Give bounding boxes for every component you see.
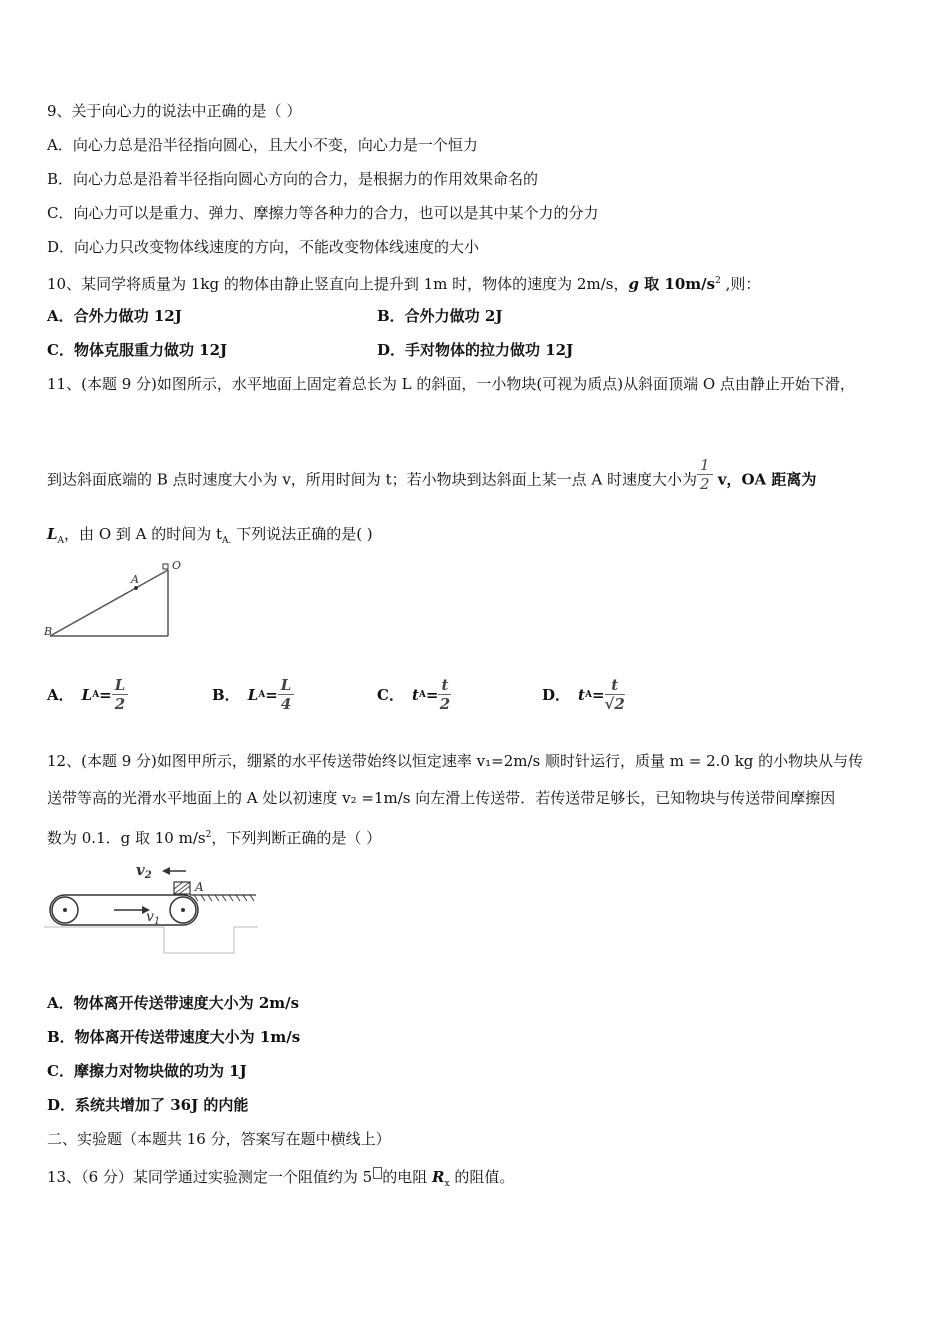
label-b: B xyxy=(44,625,53,638)
q13-b: 的电阻 xyxy=(382,1168,432,1186)
stand-outline xyxy=(44,927,258,953)
left-roller-axle xyxy=(63,908,67,912)
q11-opt-b-eq: = xyxy=(265,685,278,704)
q9-option-b: B．向心力总是沿着半径指向圆心方向的合力，是根据力的作用效果命名的 xyxy=(47,170,539,188)
q9-option-a: A．向心力总是沿半径指向圆心，且大小不变，向心力是一个恒力 xyxy=(47,136,478,154)
q11-line2 xyxy=(47,456,817,499)
q11-line2-a: 到达斜面底端的 B 点时速度大小为 v，所用时间为 t；若小物块到达斜面上某一点 A 时速度大小为 xyxy=(47,470,697,489)
block-o xyxy=(163,564,168,569)
q11-opt-b-sub: A xyxy=(258,689,266,700)
q11-option-c xyxy=(377,676,451,713)
section-2-heading: 二、实验题（本题共 16 分，答案写在题中横线上） xyxy=(47,1130,391,1148)
point-a xyxy=(134,586,138,590)
q11-opt-c-var: t xyxy=(411,685,419,704)
q11-opt-d-num: t xyxy=(605,676,625,695)
q11-opt-a-label: A． xyxy=(47,686,74,704)
q11-opt-c-sub: A xyxy=(418,689,426,700)
q11-opt-b-num: L xyxy=(278,676,295,695)
label-a: A xyxy=(131,573,139,586)
q11-opt-d-den: √2 xyxy=(604,695,625,713)
q11-opt-c-den: 2 xyxy=(439,695,451,713)
q11-opt-b-frac xyxy=(278,676,295,713)
v1-sub: 1 xyxy=(153,916,161,927)
q12-option-b: B．物体离开传送带速度大小为 1m/s xyxy=(47,1028,301,1046)
q11-opt-d-frac xyxy=(605,676,625,713)
q10-stem-a: 10、某同学将质量为 1kg 的物体由静止竖直向上提升到 1m 时，物体的速度为 2m/s， xyxy=(47,275,629,293)
block-hatch-2 xyxy=(179,886,190,894)
q10-g: g xyxy=(628,275,639,293)
q13-r-sub: x xyxy=(444,1179,450,1189)
q11-la: L xyxy=(47,525,58,543)
q11-opt-a-eq: = xyxy=(99,685,112,704)
missing-glyph-box xyxy=(373,1167,382,1179)
q13-c: 的阻值。 xyxy=(449,1168,515,1186)
incline-diagram xyxy=(40,555,200,645)
v1-label xyxy=(146,909,160,927)
q11-opt-c-num: t xyxy=(438,676,451,695)
q11-opt-b-label: B． xyxy=(212,686,240,704)
q11-opt-b-var: L xyxy=(247,685,259,704)
q9-option-c: C．向心力可以是重力、弹力、摩擦力等各种力的合力，也可以是其中某个力的分力 xyxy=(47,204,599,222)
q10-option-d: D．手对物体的拉力做功 12J xyxy=(377,341,574,359)
incline-slope xyxy=(50,570,168,636)
q13-a: 13、（6 分）某同学通过实验测定一个阻值约为 5 xyxy=(47,1168,373,1186)
q10-stem xyxy=(47,271,760,294)
q11-opt-a-den: 2 xyxy=(114,695,126,713)
q11-opt-a-frac xyxy=(112,676,129,713)
q10-sup: 2 xyxy=(715,276,721,286)
q11-line1: 11、(本题 9 分)如图所示，水平地面上固定着总长为 L 的斜面，一小物块(可视为质点)从斜面顶端 O 点由静止开始下滑， xyxy=(47,375,855,393)
q11-opt-d-var: t xyxy=(578,685,585,704)
v2-label xyxy=(136,861,152,881)
q11-line3-c: 下列说法正确的是( ) xyxy=(231,525,373,543)
q12-option-a: A．物体离开传送带速度大小为 2m/s xyxy=(47,994,300,1012)
q10-option-b: B．合外力做功 2J xyxy=(377,307,503,325)
q11-line3 xyxy=(47,524,373,551)
q11-frac-num: 1 xyxy=(697,456,713,475)
v1-var: v xyxy=(146,909,154,925)
q11-opt-d-label: D． xyxy=(542,686,571,704)
q12-line2: 送带等高的光滑水平地面上的 A 处以初速度 v₂ =1m/s 向左滑上传送带．若传送带足够长，已知物块与传送带间摩擦因 xyxy=(47,789,836,807)
q11-opt-d-sub: A xyxy=(584,689,592,700)
v2-arrow-head xyxy=(162,867,170,875)
q12-line3-b: ，下列判断正确的是（ ） xyxy=(211,829,382,847)
q11-opt-b-den: 4 xyxy=(280,695,292,713)
q11-opt-c-frac xyxy=(438,676,451,713)
right-roller-axle xyxy=(181,908,185,912)
q11-option-a xyxy=(47,676,128,713)
q11-line3-b: ，由 O 到 A 的时间为 t xyxy=(64,525,223,543)
q11-frac-den: 2 xyxy=(699,475,710,493)
q10-stem-b: 取 10m/s xyxy=(638,275,716,293)
label-o: O xyxy=(172,559,182,572)
q11-option-d xyxy=(542,676,625,713)
q11-ta-sub: A. xyxy=(222,536,232,546)
q10-option-c: C．物体克服重力做功 12J xyxy=(47,341,228,359)
ground-hatch xyxy=(194,895,254,901)
q9-stem: 9、关于向心力的说法中正确的是（ ） xyxy=(47,102,302,120)
label-a-q12: A xyxy=(195,880,204,894)
q13-stem xyxy=(47,1167,514,1194)
q11-line2-b: v，OA 距离为 xyxy=(712,470,817,489)
q12-line1: 12、(本题 9 分)如图甲所示，绷紧的水平传送带始终以恒定速率 v₁=2m/s 顺时针运行，质量 m = 2.0 kg 的小物块从与传 xyxy=(47,752,864,770)
v2-var: v xyxy=(136,861,145,879)
q13-r: R xyxy=(432,1168,445,1186)
q12-line3 xyxy=(47,825,381,848)
q12-option-d: D．系统共增加了 36J 的内能 xyxy=(47,1096,249,1114)
q11-opt-a-num: L xyxy=(112,676,129,695)
q12-line3-sup: 2 xyxy=(205,830,212,840)
q12-option-c: C．摩擦力对物块做的功为 1J xyxy=(47,1062,247,1080)
v2-sub: 2 xyxy=(144,870,152,881)
q11-fraction xyxy=(697,456,713,493)
q11-opt-c-eq: = xyxy=(425,685,439,704)
q11-opt-a-sub: A xyxy=(92,689,100,700)
q11-option-b xyxy=(212,676,294,713)
q10-stem-c: ,则： xyxy=(720,275,761,293)
q11-opt-a-var: L xyxy=(81,685,93,704)
q12-line3-a: 数为 0.1．g 取 10 m/s xyxy=(47,829,206,847)
q9-option-d: D．向心力只改变物体线速度的方向，不能改变物体线速度的大小 xyxy=(47,238,480,256)
q11-opt-c-label: C． xyxy=(377,686,404,704)
q11-la-sub: A xyxy=(57,536,65,546)
q11-opt-d-eq: = xyxy=(591,685,605,704)
q10-option-a: A．合外力做功 12J xyxy=(47,307,182,325)
conveyor-diagram xyxy=(44,855,264,960)
